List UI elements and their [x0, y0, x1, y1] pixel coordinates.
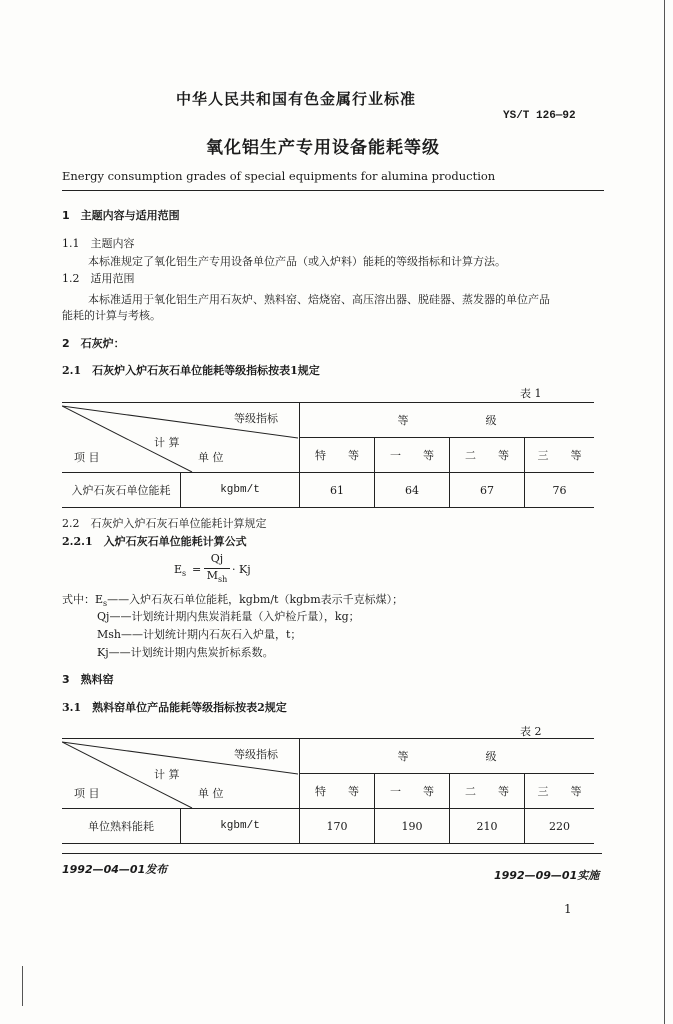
- formula-lhs: $E_s$: [174, 563, 187, 579]
- formula-equals: =: [192, 563, 202, 576]
- table-2: [62, 738, 594, 844]
- formula-denominator: $M_{sh}$: [206, 569, 228, 585]
- definition-qj: Qj——计划统计期内焦炭消耗量（入炉检斤量），kg；: [97, 610, 360, 623]
- grade-group-char-a: 等: [397, 414, 409, 427]
- table-2-item: 单位熟料能耗: [62, 809, 181, 844]
- formula-numerator: Qj: [210, 552, 224, 565]
- title-en: Energy consumption grades of special equipments for alumina production: [62, 169, 496, 183]
- section-1-1-heading: 1.1 主题内容: [62, 237, 135, 250]
- table-1-value-first: 64: [375, 473, 450, 508]
- header-item-label: 项 目: [74, 450, 100, 464]
- table-2-header-diagonal-cell: [62, 739, 300, 809]
- page-number: 1: [564, 902, 572, 916]
- table-2-value-third: 220: [525, 809, 595, 844]
- scan-corner-line: [22, 966, 23, 1006]
- table-1-value-second: 67: [450, 473, 525, 508]
- issue-date: 1992—04—01发布: [62, 863, 168, 876]
- table-1: [62, 402, 594, 508]
- table-2-value-second: 210: [450, 809, 525, 844]
- grade-group-char-b: 级: [485, 414, 497, 427]
- section-1-heading: 1 主题内容与适用范围: [62, 209, 180, 222]
- grade-header-third: 三 等: [525, 438, 595, 473]
- section-1-1-text: 本标准规定了氧化铝生产专用设备单位产品（或入炉料）能耗的等级指标和计算方法。: [88, 255, 506, 268]
- header-rule: [62, 190, 604, 191]
- table-1-label: 表 1: [520, 387, 542, 400]
- grade-header-special: 特 等: [300, 774, 375, 809]
- definition-kj: Kj——计划统计期内焦炭折标系数。: [97, 646, 274, 659]
- section-2-1-heading: 2.1 石灰炉入炉石灰石单位能耗等级指标按表1规定: [62, 364, 320, 377]
- grade-group-header: [300, 403, 595, 438]
- table-2-value-special: 170: [300, 809, 375, 844]
- header-index-label: 等级指标: [234, 747, 278, 761]
- table-1-value-third: 76: [525, 473, 595, 508]
- diagonal-header: [62, 740, 299, 808]
- grade-header-second: 二 等: [450, 774, 525, 809]
- scan-edge-line: [664, 0, 665, 1024]
- table-1-value-special: 61: [300, 473, 375, 508]
- issuer: 中华人民共和国有色金属行业标准: [176, 90, 417, 108]
- header-index-label: 等级指标: [234, 411, 278, 425]
- section-3-1-heading: 3.1 熟料窑单位产品能耗等级指标按表2规定: [62, 701, 287, 714]
- footer-rule: [62, 853, 602, 854]
- grade-group-char-b: 级: [485, 750, 497, 763]
- grade-header-first: 一 等: [375, 774, 450, 809]
- table-2-label: 表 2: [520, 725, 542, 738]
- grade-header-second: 二 等: [450, 438, 525, 473]
- grade-header-first: 一 等: [375, 438, 450, 473]
- section-2-2-1-heading: 2.2.1 入炉石灰石单位能耗计算公式: [62, 535, 247, 548]
- standard-code: YS/T 126—92: [503, 110, 576, 122]
- effective-date: 1992—09—01实施: [494, 869, 600, 882]
- header-unit-label: 单 位: [198, 450, 224, 464]
- table-2-value-first: 190: [375, 809, 450, 844]
- definition-msh: Msh——计划统计期内石灰石入炉量，t；: [97, 628, 302, 641]
- table-2-unit: kgbm/t: [181, 809, 300, 844]
- grade-header-special: 特 等: [300, 438, 375, 473]
- section-1-2-text-b: 能耗的计算与考核。: [62, 309, 161, 322]
- header-unit-label: 单 位: [198, 786, 224, 800]
- header-calc-label: 计 算: [154, 435, 180, 449]
- section-2-2-heading: 2.2 石灰炉入炉石灰石单位能耗计算规定: [62, 517, 267, 530]
- header-calc-label: 计 算: [154, 767, 180, 781]
- definition-es: 式中：$E_s——$入炉石灰石单位能耗，kgbm/t（kgbm表示千克标煤）；: [62, 593, 404, 609]
- grade-group-char-a: 等: [397, 750, 409, 763]
- grade-header-third: 三 等: [525, 774, 595, 809]
- section-2-heading: 2 石灰炉：: [62, 337, 125, 350]
- table-1-unit: kgbm/t: [181, 473, 300, 508]
- diagonal-header: [62, 404, 299, 472]
- header-item-label: 项 目: [74, 786, 100, 800]
- title-cn: 氧化铝生产专用设备能耗等级: [206, 138, 440, 158]
- table-1-header-diagonal-cell: [62, 403, 300, 473]
- section-3-heading: 3 熟料窑: [62, 673, 114, 686]
- section-1-2-text-a: 本标准适用于氧化铝生产用石灰炉、熟料窑、焙烧窑、高压溶出器、脱硅器、蒸发器的单位产品: [88, 293, 550, 306]
- section-1-2-heading: 1.2 适用范围: [62, 272, 135, 285]
- table-1-item: 入炉石灰石单位能耗: [62, 473, 181, 508]
- formula-tail: · Kj: [232, 563, 251, 576]
- grade-group-header: [300, 739, 595, 774]
